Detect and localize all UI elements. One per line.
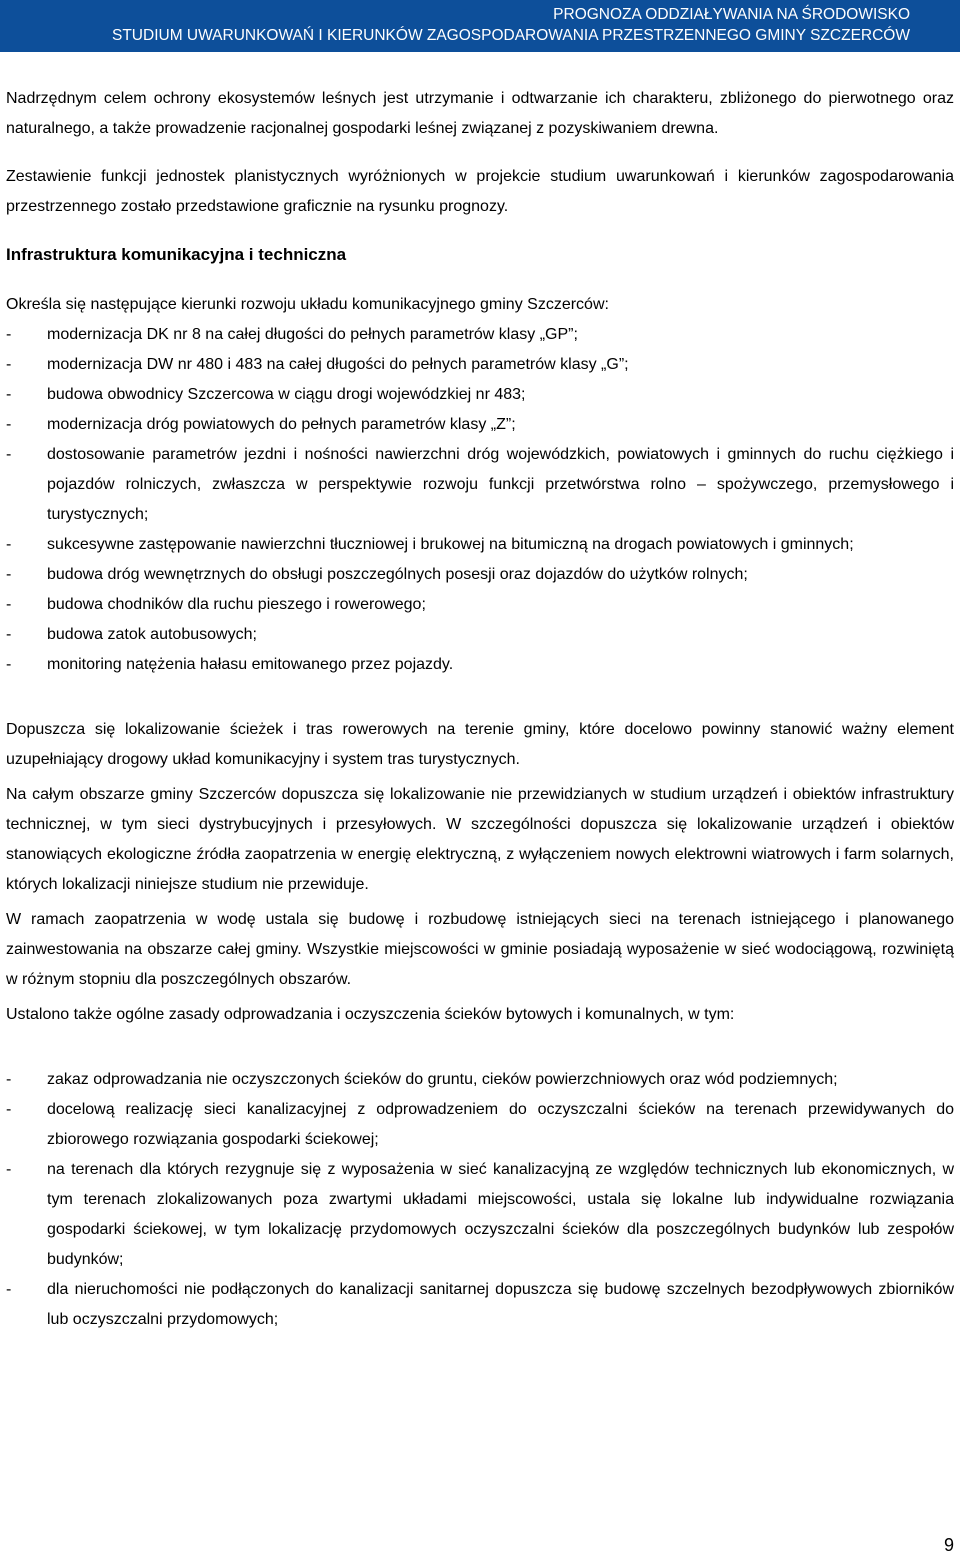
list-marker: - xyxy=(6,1281,12,1298)
header-subtitle: STUDIUM UWARUNKOWAŃ I KIERUNKÓW ZAGOSPODAROWANIA PRZESTRZENNEGO GMINY SZCZERCÓW xyxy=(112,27,910,44)
header-title: PROGNOZA ODDZIAŁYWANIA NA ŚRODOWISKO xyxy=(553,6,910,23)
transport-list xyxy=(6,320,954,680)
list-marker: - xyxy=(6,416,12,433)
list-marker: - xyxy=(6,1161,12,1178)
list-item-text: na terenach dla których rezygnuje się z wyposażenia w sieć kanalizacyjną ze względów technicznych lub ekonomicznych, w tym terenach zlokalizowanych poza zwartymi układami miejscowości, ustala się lokalne lub indywidualne rozwiązania gospodarki ściekowej, w tym lokalizację przydomowych oczyszczalni ścieków dla poszczególnych budynków lub zespołów budynków; xyxy=(47,1161,954,1268)
paragraph-technical-infrastructure: Na całym obszarze gminy Szczerców dopuszcza się lokalizowanie nie przewidzianych w studium urządzeń i obiektów infrastruktury technicznej, w tym sieci dystrybucyjnych i przesyłowych. W szczególności dopuszcza się lokalizowanie urządzeń i obiektów stanowiących ekologiczne źródła zaopatrzenia w energię elektryczną, z wyłączeniem nowych elektrowni wiatrowych i farm solarnych, których lokalizacji niniejsze studium nie przewiduje. xyxy=(6,786,954,893)
list-item-text: budowa obwodnicy Szczercowa w ciągu drogi wojewódzkiej nr 483; xyxy=(47,386,526,403)
list-marker: - xyxy=(6,566,12,583)
list-item xyxy=(6,410,954,440)
list-item xyxy=(6,1275,954,1335)
list-item xyxy=(6,350,954,380)
list-item-text: zakaz odprowadzania nie oczyszczonych ścieków do gruntu, cieków powierzchniowych oraz wód podziemnych; xyxy=(47,1071,838,1088)
paragraph-water-supply: W ramach zaopatrzenia w wodę ustala się budowę i rozbudowę istniejących sieci na terenach istniejącego i planowanego zainwestowania na obszarze całej gminy. Wszystkie miejscowości w gminie posiadają wyposażenie w sieć wodociągową, rozwiniętą w różnym stopniu dla poszczególnych obszarów. xyxy=(6,911,954,988)
list-marker: - xyxy=(6,596,12,613)
list-marker: - xyxy=(6,446,12,463)
page-header xyxy=(0,0,960,52)
list-item-text: monitoring natężenia hałasu emitowanego przez pojazdy. xyxy=(47,656,454,673)
list-item-text: sukcesywne zastępowanie nawierzchni tłuczniowej i brukowej na bitumiczną na drogach powiatowych i gminnych; xyxy=(47,536,854,553)
list-item-text: budowa dróg wewnętrznych do obsługi poszczególnych posesji oraz dojazdów do użytków rolnych; xyxy=(47,566,748,583)
list-item-text: dostosowanie parametrów jezdni i nośności nawierzchni dróg wojewódzkich, powiatowych i gminnych do ruchu ciężkiego i pojazdów rolniczych, zwłaszcza w perspektywie rozwoju funkcji przetwórstwa rolno – spożywczego, przemysłowego i turystycznych; xyxy=(47,446,954,523)
list-item xyxy=(6,1095,954,1155)
paragraph-sewage-intro: Ustalono także ogólne zasady odprowadzania i oczyszczenia ścieków bytowych i komunalnych, w tym: xyxy=(6,1006,735,1023)
document-body xyxy=(6,84,954,1335)
list-marker: - xyxy=(6,1071,12,1088)
list-item xyxy=(6,440,954,530)
list-item xyxy=(6,380,954,410)
list-item xyxy=(6,320,954,350)
list-item-text: dla nieruchomości nie podłączonych do kanalizacji sanitarnej dopuszcza się budowę szczelnych bezodpływowych zbiorników lub oczyszczalni przydomowych; xyxy=(47,1281,954,1328)
list-item xyxy=(6,650,954,680)
list-item-text: modernizacja DK nr 8 na całej długości do pełnych parametrów klasy „GP”; xyxy=(47,326,578,343)
page-number: 9 xyxy=(943,1535,954,1555)
list-item xyxy=(6,1155,954,1275)
sewage-list xyxy=(6,1065,954,1335)
list-item-text: modernizacja dróg powiatowych do pełnych parametrów klasy „Z”; xyxy=(47,416,516,433)
list-marker: - xyxy=(6,356,12,373)
paragraph-forest-goal: Nadrzędnym celem ochrony ekosystemów leśnych jest utrzymanie i odtwarzanie ich charakteru, zbliżonego do pierwotnego oraz naturalnego, a także prowadzenie racjonalnej gospodarki leśnej związanej z pozyskiwaniem drewna. xyxy=(6,90,954,137)
list-item-text: modernizacja DW nr 480 i 483 na całej długości do pełnych parametrów klasy „G”; xyxy=(47,356,629,373)
list-item xyxy=(6,620,954,650)
list-item xyxy=(6,590,954,620)
list-item xyxy=(6,560,954,590)
list-marker: - xyxy=(6,386,12,403)
list-item-text: budowa zatok autobusowych; xyxy=(47,626,257,643)
list-item xyxy=(6,1065,954,1095)
list-marker: - xyxy=(6,536,12,553)
list-marker: - xyxy=(6,326,12,343)
list-item-text: budowa chodników dla ruchu pieszego i rowerowego; xyxy=(47,596,426,613)
section-heading: Infrastruktura komunikacyjna i techniczna xyxy=(6,245,347,264)
list-item xyxy=(6,530,954,560)
paragraph-planning-units: Zestawienie funkcji jednostek planistycznych wyróżnionych w projekcie studium uwarunkowań i kierunków zagospodarowania przestrzennego zostało przedstawione graficznie na rysunku prognozy. xyxy=(6,168,954,215)
list-marker: - xyxy=(6,656,12,673)
list-marker: - xyxy=(6,1101,12,1118)
paragraph-bike-paths: Dopuszcza się lokalizowanie ścieżek i tras rowerowych na terenie gminy, które docelowo powinny stanowić ważny element uzupełniający drogowy układ komunikacyjny i system tras turystycznych. xyxy=(6,721,954,768)
list-marker: - xyxy=(6,626,12,643)
list-item-text: docelową realizację sieci kanalizacyjnej z odprowadzeniem do oczyszczalni ścieków na terenach przewidywanych do zbiorowego rozwiązania gospodarki ściekowej; xyxy=(47,1101,954,1148)
paragraph-transport-intro: Określa się następujące kierunki rozwoju układu komunikacyjnego gminy Szczerców: xyxy=(6,296,609,313)
